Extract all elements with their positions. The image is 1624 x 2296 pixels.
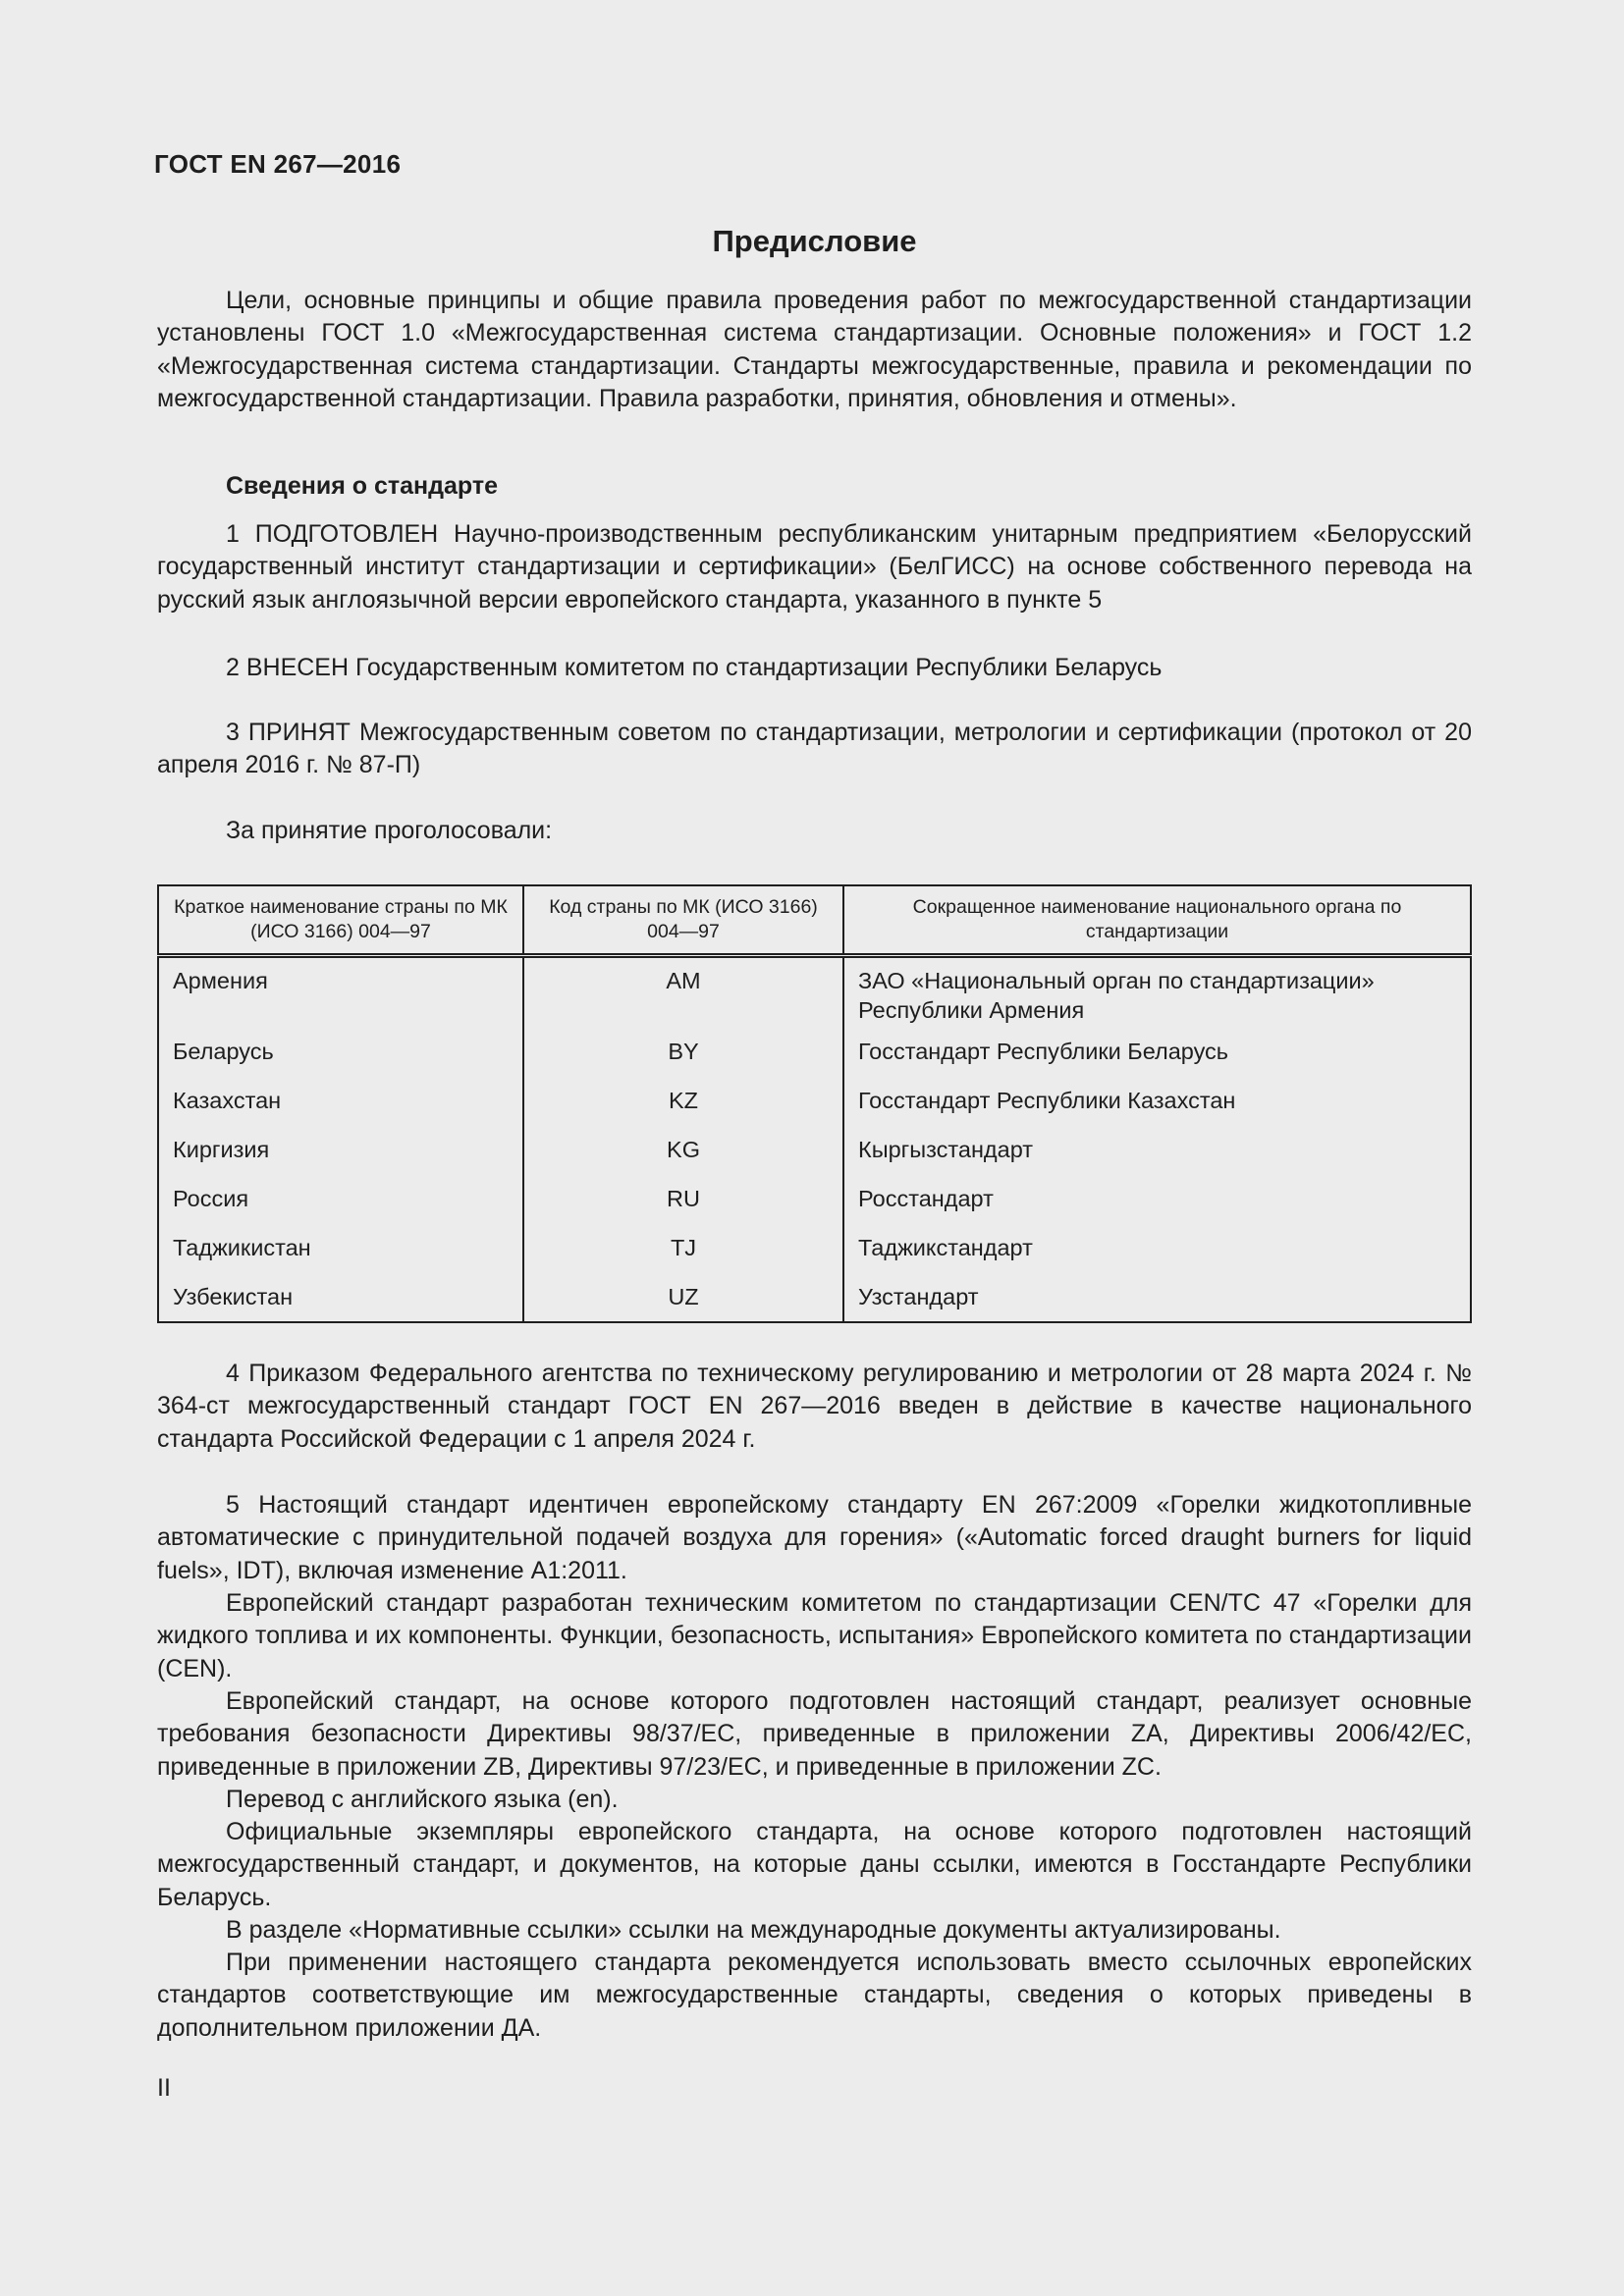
country-cell: Киргизия	[158, 1135, 523, 1184]
table-row	[158, 1135, 1471, 1184]
table-row	[158, 956, 1471, 1038]
authority-cell: Росстандарт	[843, 1184, 1471, 1233]
table-header-row	[158, 885, 1471, 956]
authority-cell: Таджикстандарт	[843, 1233, 1471, 1282]
document-code-header: ГОСТ EN 267—2016	[154, 149, 402, 179]
item-5-directives-paragraph: Европейский стандарт, на основе которого подготовлен настоящий стандарт, реализует основные требования безопасности Директивы 98/37/ЕС, приведенные в приложении ZA, Директивы 2006/42/ЕС, приведенные в приложении ZB, Директивы 97/23/ЕС, и приведенные в приложении ZC.	[157, 1687, 1472, 1781]
column-header-code: Код страны по МК (ИСО 3166) 004—97	[523, 885, 843, 956]
item-5-translation-paragraph: Перевод с английского языка (en).	[226, 1786, 619, 1813]
item-5-references-paragraph: В разделе «Нормативные ссылки» ссылки на международные документы актуализированы.	[226, 1916, 1281, 1944]
table-row	[158, 1233, 1471, 1282]
table-row	[158, 1184, 1471, 1233]
item-1-paragraph: 1 ПОДГОТОВЛЕН Научно-производственным республиканским унитарным предприятием «Белорусский государственный институт стандартизации и сертификации» (БелГИСС) на основе собственного перевода на русский язык англоязычной версии европейского стандарта, указанного в пункте 5	[157, 520, 1472, 614]
code-cell: BY	[523, 1037, 843, 1086]
voted-label: За принятие проголосовали:	[226, 817, 553, 844]
item-5-paragraph: 5 Настоящий стандарт идентичен европейскому стандарту EN 267:2009 «Горелки жидкотопливные автоматические с принудительной подачей воздуха для горения» («Automatic forced draught burners for liquid fuels», IDT), включая изменение A1:2011.	[157, 1491, 1472, 1584]
page-number: II	[157, 2074, 171, 2102]
column-header-authority: Сокращенное наименование национального органа по стандартизации	[843, 885, 1471, 956]
item-2-paragraph: 2 ВНЕСЕН Государственным комитетом по стандартизации Республики Беларусь	[226, 654, 1163, 681]
item-4-paragraph: 4 Приказом Федерального агентства по техническому регулированию и метрологии от 28 марта 2024 г. № 364-ст межгосударственный стандарт ГОСТ EN 267—2016 введен в действие в качестве национального стандарта Российской Федерации с 1 апреля 2024 г.	[157, 1360, 1472, 1453]
code-cell: KZ	[523, 1086, 843, 1135]
page-title: Предисловие	[712, 224, 917, 258]
code-cell: AM	[523, 956, 843, 1038]
info-heading: Сведения о стандарте	[226, 472, 499, 500]
authority-cell: ЗАО «Национальный орган по стандартизации» Республики Армения	[843, 956, 1471, 1038]
voting-countries-table	[157, 884, 1472, 1323]
intro-paragraph: Цели, основные принципы и общие правила проведения работ по межгосударственной стандартизации установлены ГОСТ 1.0 «Межгосударственная система стандартизации. Основные положения» и ГОСТ 1.2 «Межгосударственная система стандартизации. Стандарты межгосударственные, правила и рекомендации по межгосударственной стандартизации. Правила разработки, принятия, обновления и отмены».	[157, 287, 1472, 413]
country-cell: Узбекистан	[158, 1282, 523, 1322]
item-5-application-paragraph: При применении настоящего стандарта рекомендуется использовать вместо ссылочных европейских стандартов соответствующие им межгосударственные стандарты, сведения о которых приведены в дополнительном приложении ДА.	[157, 1949, 1472, 2042]
item-3-paragraph: 3 ПРИНЯТ Межгосударственным советом по стандартизации, метрологии и сертификации (протокол от 20 апреля 2016 г. № 87-П)	[157, 719, 1472, 779]
item-5-committee-paragraph: Европейский стандарт разработан техническим комитетом по стандартизации CEN/TC 47 «Горелки для жидкого топлива и их компоненты. Функции, безопасность, испытания» Европейского комитета по стандартизации (CEN).	[157, 1589, 1472, 1682]
authority-cell: Узстандарт	[843, 1282, 1471, 1322]
table-row	[158, 1037, 1471, 1086]
code-cell: KG	[523, 1135, 843, 1184]
country-cell: Армения	[158, 956, 523, 1038]
code-cell: UZ	[523, 1282, 843, 1322]
country-cell: Казахстан	[158, 1086, 523, 1135]
table-row	[158, 1086, 1471, 1135]
country-cell: Беларусь	[158, 1037, 523, 1086]
authority-cell: Госстандарт Республики Казахстан	[843, 1086, 1471, 1135]
code-cell: TJ	[523, 1233, 843, 1282]
country-cell: Россия	[158, 1184, 523, 1233]
code-cell: RU	[523, 1184, 843, 1233]
item-5-copies-paragraph: Официальные экземпляры европейского стандарта, на основе которого подготовлен настоящий межгосударственный стандарт, и документов, на которые даны ссылки, имеются в Госстандарте Республики Беларусь.	[157, 1818, 1472, 1911]
column-header-country: Краткое наименование страны по МК (ИСО 3166) 004—97	[158, 885, 523, 956]
table-row	[158, 1282, 1471, 1322]
authority-cell: Кыргызстандарт	[843, 1135, 1471, 1184]
country-cell: Таджикистан	[158, 1233, 523, 1282]
authority-cell: Госстандарт Республики Беларусь	[843, 1037, 1471, 1086]
